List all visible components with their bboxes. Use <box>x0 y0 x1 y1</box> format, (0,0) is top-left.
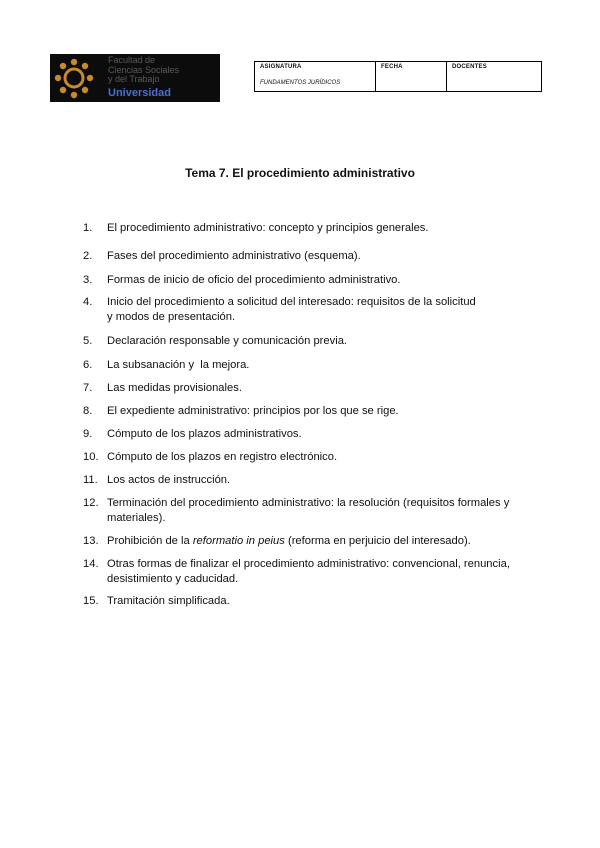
item-text-line-2: y modos de presentación. <box>107 311 236 323</box>
item-text: Cómputo de los plazos administrativos. <box>107 428 302 440</box>
item-text-before: Prohibición de la <box>107 535 193 547</box>
item-number: 9. <box>83 428 93 440</box>
item-number: 10. <box>83 451 99 463</box>
item-number: 14. <box>83 558 99 570</box>
item-text <box>107 557 547 587</box>
docentes-cell <box>447 62 541 91</box>
item-text-line-2: materiales). <box>107 512 166 524</box>
faculty-logo <box>50 54 220 102</box>
fecha-cell <box>376 62 447 91</box>
item-text: Formas de inicio de oficio del procedimiento administrativo. <box>107 274 401 286</box>
item-text-line-1: Otras formas de finalizar el procedimiento administrativo: convencional, renuncia, <box>107 558 510 570</box>
item-number: 1. <box>83 222 93 234</box>
logo-line-2: Ciencias Sociales <box>108 64 180 75</box>
item-number: 8. <box>83 405 93 417</box>
item-text <box>107 496 547 526</box>
item-text: Cómputo de los plazos en registro electrónico. <box>107 451 338 463</box>
item-text: Tramitación simplificada. <box>107 595 230 607</box>
item-number: 4. <box>83 296 93 308</box>
item-number: 15. <box>83 595 99 607</box>
header-table <box>254 61 542 92</box>
asignatura-value: FUNDAMENTOS JURÍDICOS <box>260 80 341 86</box>
item-number: 12. <box>83 497 99 509</box>
logo-line-3: y del Trabajo <box>108 74 160 84</box>
item-number: 3. <box>83 274 93 286</box>
item-number: 6. <box>83 359 93 371</box>
logo-text <box>108 56 179 85</box>
item-text-line-2: desistimiento y caducidad. <box>107 573 239 585</box>
item-text: Los actos de instrucción. <box>107 474 231 486</box>
item-text <box>107 534 547 549</box>
docentes-label: DOCENTES <box>452 64 487 70</box>
logo-university: Universidad <box>108 87 171 99</box>
item-text: Las medidas provisionales. <box>107 382 242 394</box>
asignatura-label: ASIGNATURA <box>260 64 302 70</box>
fecha-label: FECHA <box>381 64 403 70</box>
item-text-italic: reformatio in peius <box>192 535 285 547</box>
item-text: El expediente administrativo: principios por los que se rige. <box>107 405 399 417</box>
item-number: 5. <box>83 335 93 347</box>
item-text-line-1: Terminación del procedimiento administrativo: la resolución (requisitos formales y <box>107 497 510 509</box>
asignatura-cell <box>255 62 376 91</box>
page-title: Tema 7. El procedimiento administrativo <box>185 166 415 180</box>
item-text: El procedimiento administrativo: concepto y principios generales. <box>107 222 429 234</box>
item-number: 7. <box>83 382 93 394</box>
item-text: Declaración responsable y comunicación previa. <box>107 335 348 347</box>
item-number: 11. <box>83 474 98 486</box>
logo-line-1: Facultad de <box>108 55 156 65</box>
item-text: La subsanación y la mejora. <box>107 359 250 371</box>
item-text <box>107 295 547 325</box>
item-number: 2. <box>83 250 93 262</box>
item-text-line-1: Inicio del procedimiento a solicitud del interesado: requisitos de la solicitud <box>107 296 476 308</box>
item-number: 13. <box>83 535 99 547</box>
item-text-after: (reforma en perjuicio del interesado). <box>284 535 471 547</box>
sun-emblem-icon <box>50 54 106 102</box>
item-text: Fases del procedimiento administrativo (esquema). <box>107 250 361 262</box>
